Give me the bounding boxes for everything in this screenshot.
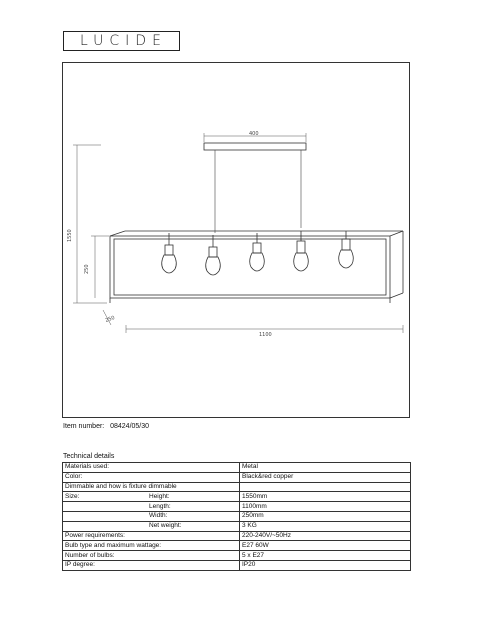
row-value: E27 60W [240,541,411,551]
row-value: 1550mm [240,492,411,502]
table-row [63,502,411,512]
row-label: Dimmable and how is fixture dimmable [63,482,240,492]
table-row [63,521,411,531]
row-value: 3 KG [240,521,411,531]
technical-details-title: Technical details [63,453,115,460]
row-sublabel: Height: [149,492,170,500]
length-dim-label: 1100 [259,332,272,338]
row-label: IP degree: [63,560,240,570]
row-value: 1100mm [240,502,411,512]
technical-details-table [62,462,411,571]
technical-drawing [62,62,410,418]
table-row [63,511,411,521]
row-label: Color: [63,472,240,482]
bulb-5 [339,231,354,268]
table-row [63,463,411,473]
item-number-value: 08424/05/30 [110,423,150,430]
lamp-frame [110,231,403,303]
row-label: Bulb type and maximum wattage: [63,541,240,551]
row-sublabel: Length: [149,502,171,510]
row-value: IP20 [240,560,411,570]
row-label: Power requirements: [63,531,240,541]
canopy-dim-label: 400 [249,131,259,137]
frame-height-dim-label: 250 [84,264,90,274]
height-dim-label: 1550 [67,229,73,242]
logo-text: LUCIDE [80,33,167,49]
canopy [204,143,306,150]
item-number-label: Item number: [63,423,105,430]
lamp-drawing-svg [63,63,411,419]
row-value: Metal [240,463,411,473]
table-row [63,472,411,482]
row-sublabel: Width: [149,512,168,520]
row-value: 220-240V/~50Hz [240,531,411,541]
row-sublabel: Net weight: [149,522,182,530]
item-number [63,423,149,430]
bulb-2 [206,235,221,275]
table-row [63,541,411,551]
bulbs [162,231,354,275]
row-label: Materials used: [63,463,240,473]
row-value: 5 x E27 [240,551,411,561]
row-value: Black&red copper [240,472,411,482]
row-value: 250mm [240,511,411,521]
table-row [63,560,411,570]
bulb-4 [294,231,309,271]
row-label: Size: [65,492,80,500]
table-row [63,551,411,561]
brand-logo [63,31,180,51]
table-row [63,531,411,541]
row-label: Number of bulbs: [63,551,240,561]
row-value [240,482,411,492]
table-row [63,482,411,492]
table-row [63,492,411,502]
depth-dim-label: 250 [104,314,116,324]
